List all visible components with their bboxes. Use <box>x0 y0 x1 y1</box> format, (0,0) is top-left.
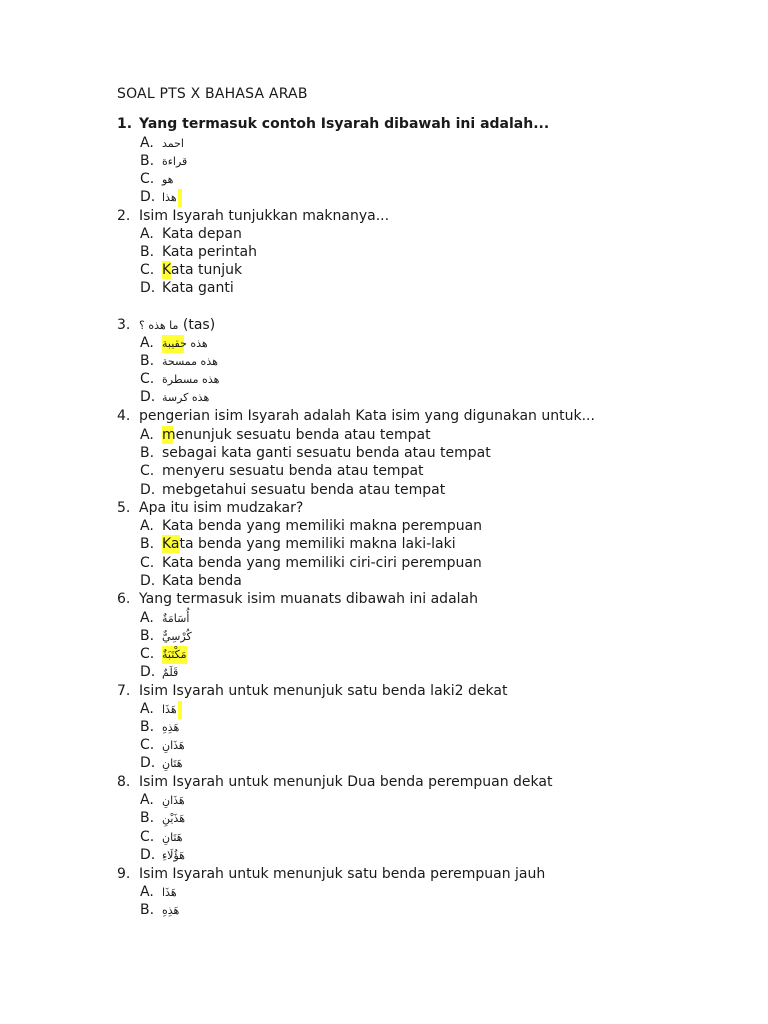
option-4c <box>140 462 424 480</box>
question-text: Yang termasuk isim muanats dibawah ini adalah <box>139 591 478 607</box>
question-number: 4. <box>117 408 131 424</box>
option-letter: C. <box>140 371 155 387</box>
option-text: هَذَيْنِ <box>162 812 186 825</box>
question-text: pengerian isim Isyarah adalah Kata isim yang digunakan untuk... <box>139 408 595 424</box>
question-7 <box>117 682 507 700</box>
question-6 <box>117 590 478 608</box>
option-text: menunjuk sesuatu benda atau tempat <box>162 427 431 443</box>
option-2d <box>140 279 234 297</box>
option-letter: D. <box>140 482 156 498</box>
question-text: Isim Isyarah untuk menunjuk satu benda perempuan jauh <box>139 866 546 882</box>
option-7d <box>140 754 183 772</box>
option-text: كُرْسِيٌّ <box>162 630 192 643</box>
question-1 <box>117 115 549 133</box>
option-8c <box>140 828 183 846</box>
option-2c <box>140 261 242 279</box>
question-number: 8. <box>117 774 131 790</box>
option-letter: D. <box>140 847 156 863</box>
question-5 <box>117 499 303 517</box>
question-2 <box>117 207 389 225</box>
option-letter: D. <box>140 755 156 771</box>
option-letter: C. <box>140 829 155 845</box>
option-text: Kata benda yang memiliki makna perempuan <box>162 518 483 534</box>
option-5c <box>140 554 482 572</box>
option-8a <box>140 791 185 809</box>
option-text: هَذَا <box>162 701 182 719</box>
option-letter: D. <box>140 664 156 680</box>
option-letter: A. <box>140 135 154 151</box>
option-text: Kata ganti <box>162 280 234 296</box>
option-text: هَذَا <box>162 886 177 899</box>
option-text: هَذِهِ <box>162 904 180 917</box>
option-4d <box>140 481 445 499</box>
option-2a <box>140 225 242 243</box>
option-text: هذا <box>162 189 182 207</box>
option-letter: B. <box>140 902 155 918</box>
option-letter: B. <box>140 628 155 644</box>
option-6d <box>140 663 178 681</box>
option-letter: D. <box>140 389 156 405</box>
question-text-arabic: ما هذه ؟ <box>139 319 179 332</box>
question-number: 2. <box>117 208 131 224</box>
option-text: هذه حقيبة <box>162 335 208 353</box>
option-letter: A. <box>140 610 154 626</box>
option-text: menyeru sesuatu benda atau tempat <box>162 463 424 479</box>
option-8b <box>140 809 185 827</box>
option-text: مَكْتَبَةٌ <box>162 646 187 664</box>
question-text: (tas) <box>182 317 216 333</box>
question-number: 9. <box>117 866 131 882</box>
question-number: 1. <box>117 116 133 132</box>
option-text: Kata benda yang memiliki ciri-ciri perempuan <box>162 555 482 571</box>
option-text: Kata benda <box>162 573 242 589</box>
option-text: هَتَانِ <box>162 831 183 844</box>
option-letter: C. <box>140 463 155 479</box>
option-2b <box>140 243 257 261</box>
option-text: هذه ممسحة <box>162 355 218 368</box>
option-4b <box>140 444 491 462</box>
option-letter: A. <box>140 701 154 717</box>
option-3a <box>140 334 208 352</box>
question-number: 7. <box>117 683 131 699</box>
question-text: Isim Isyarah untuk menunjuk satu benda laki2 dekat <box>139 683 508 699</box>
option-text: هَذِهِ <box>162 721 180 734</box>
option-5a <box>140 517 482 535</box>
question-number: 3. <box>117 317 131 333</box>
option-6a <box>140 609 189 627</box>
option-letter: A. <box>140 427 154 443</box>
option-letter: D. <box>140 280 156 296</box>
question-8 <box>117 773 552 791</box>
option-7a <box>140 700 182 718</box>
option-3b <box>140 352 218 370</box>
option-text: أُسَامَةٌ <box>162 612 190 625</box>
option-1b <box>140 152 187 170</box>
option-text: هو <box>162 173 174 186</box>
option-text: Kata perintah <box>162 244 257 260</box>
option-text: قراءة <box>162 155 188 168</box>
option-text: احمد <box>162 137 184 150</box>
option-1d <box>140 188 182 206</box>
option-text: قَلَمٌ <box>162 666 179 679</box>
option-9b <box>140 901 179 919</box>
option-letter: A. <box>140 884 154 900</box>
option-text: هذه مسطرة <box>162 373 220 386</box>
option-letter: D. <box>140 189 156 205</box>
question-text: Apa itu isim mudzakar? <box>139 500 304 516</box>
option-6b <box>140 627 192 645</box>
option-letter: A. <box>140 518 154 534</box>
option-text: هذه كرسة <box>162 391 210 404</box>
option-text: Kata benda yang memiliki makna laki-laki <box>162 536 456 552</box>
option-1c <box>140 170 173 188</box>
option-letter: B. <box>140 153 155 169</box>
option-letter: C. <box>140 737 155 753</box>
option-7b <box>140 718 179 736</box>
option-6c <box>140 645 187 663</box>
option-text: Kata depan <box>162 226 242 242</box>
option-text: هَتَانِ <box>162 757 183 770</box>
question-text: Isim Isyarah untuk menunjuk Dua benda perempuan dekat <box>139 774 553 790</box>
option-3c <box>140 370 219 388</box>
option-4a <box>140 426 431 444</box>
option-letter: B. <box>140 353 155 369</box>
question-text: Isim Isyarah tunjukkan maknanya... <box>139 208 390 224</box>
question-number: 5. <box>117 500 131 516</box>
option-letter: C. <box>140 262 155 278</box>
option-text: sebagai kata ganti sesuatu benda atau tempat <box>162 445 491 461</box>
option-text: هَذَانِ <box>162 794 185 807</box>
option-letter: B. <box>140 445 155 461</box>
option-text: هَذَانِ <box>162 739 185 752</box>
option-letter: A. <box>140 226 154 242</box>
option-text: هَؤُلَاءِ <box>162 849 185 862</box>
question-9 <box>117 865 545 883</box>
option-5d <box>140 572 242 590</box>
option-1a <box>140 134 184 152</box>
option-5b <box>140 535 456 553</box>
option-9a <box>140 883 177 901</box>
option-letter: A. <box>140 335 154 351</box>
option-letter: D. <box>140 573 156 589</box>
question-number: 6. <box>117 591 131 607</box>
option-text: Kata tunjuk <box>162 262 243 278</box>
option-8d <box>140 846 185 864</box>
question-3 <box>117 316 215 334</box>
option-text: mebgetahui sesuatu benda atau tempat <box>162 482 446 498</box>
option-letter: C. <box>140 171 155 187</box>
option-letter: B. <box>140 719 155 735</box>
option-7c <box>140 736 185 754</box>
option-letter: B. <box>140 536 155 552</box>
option-letter: B. <box>140 810 155 826</box>
option-letter: B. <box>140 244 155 260</box>
option-3d <box>140 388 209 406</box>
option-letter: C. <box>140 646 155 662</box>
document-title: SOAL PTS X BAHASA ARAB <box>117 86 308 102</box>
question-text: Yang termasuk contoh Isyarah dibawah ini adalah... <box>139 116 550 132</box>
option-letter: A. <box>140 792 154 808</box>
question-4 <box>117 407 595 425</box>
option-letter: C. <box>140 555 155 571</box>
